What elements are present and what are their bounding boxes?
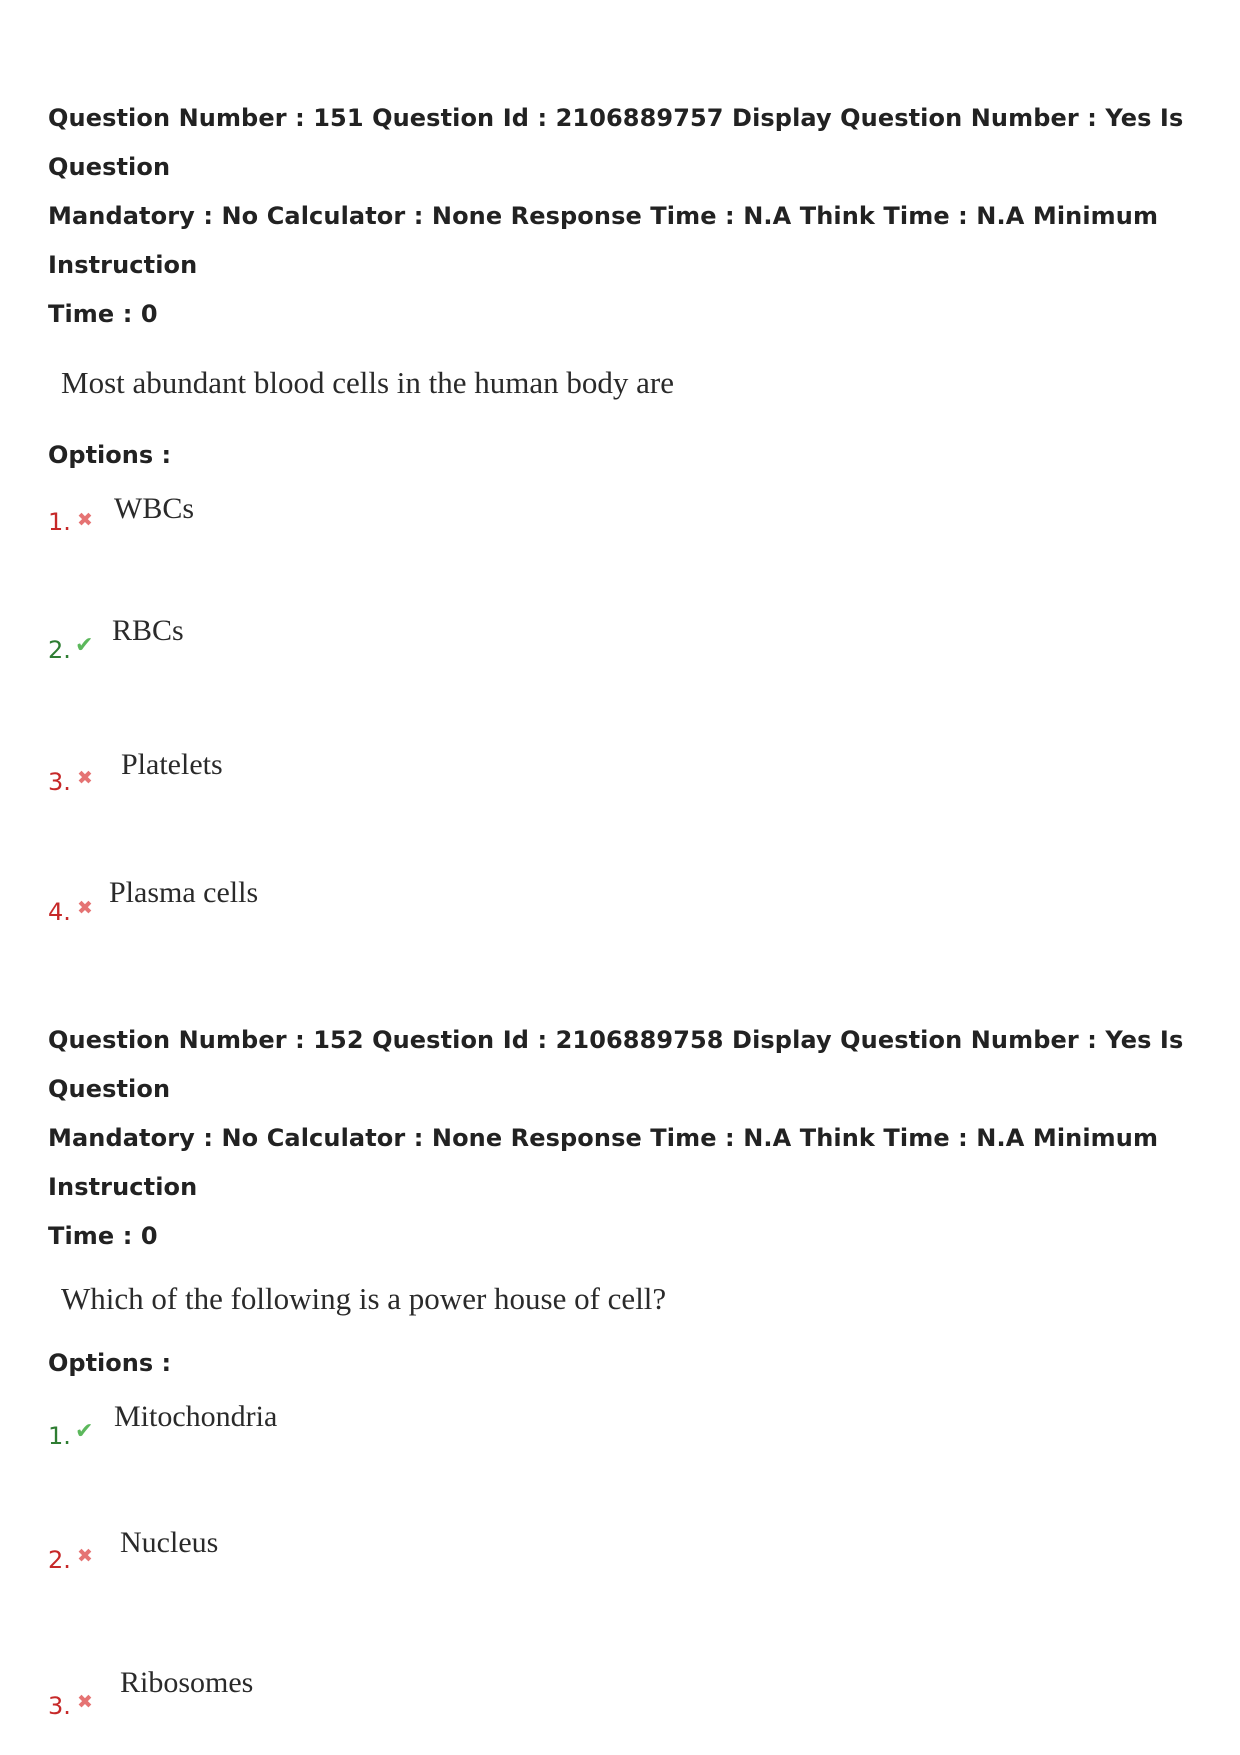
question-meta-line: Question Number : 152 Question Id : 2106889758 Display Question Number : Yes Is Question [48, 1026, 1184, 1103]
option-number: 1. [48, 508, 71, 536]
option-3 [48, 748, 1208, 879]
question-stem: Most abundant blood cells in the human body are [61, 365, 674, 400]
option-number: 2. [48, 636, 71, 664]
option-text: RBCs [112, 614, 184, 647]
question-151 [48, 94, 1208, 939]
option-1 [48, 489, 1208, 617]
option-2 [48, 1526, 1208, 1681]
option-2 [48, 614, 1208, 751]
option-3 [48, 1666, 1208, 1741]
question-meta-line: Time : 0 [48, 300, 158, 328]
option-4 [48, 876, 1208, 939]
question-meta-line: Time : 0 [48, 1222, 158, 1250]
option-1 [48, 1397, 1208, 1533]
option-text: Platelets [121, 748, 223, 781]
options-list [48, 489, 1208, 939]
option-number: 3. [48, 768, 71, 796]
option-text: WBCs [114, 492, 195, 525]
question-meta-line: Question Number : 151 Question Id : 2106889757 Display Question Number : Yes Is Question [48, 104, 1184, 181]
option-number: 4. [48, 898, 71, 926]
cross-mark-icon: ✖ [77, 1691, 93, 1713]
option-text: Plasma cells [109, 876, 259, 909]
option-number: 3. [48, 1692, 71, 1720]
check-mark-icon: ✔ [75, 633, 94, 658]
cross-mark-icon: ✖ [77, 767, 93, 789]
options-list [48, 1397, 1208, 1741]
question-152 [48, 1016, 1208, 1741]
question-meta-line: Mandatory : No Calculator : None Response Time : N.A Think Time : N.A Minimum Instruction [48, 1124, 1159, 1201]
question-meta-line: Mandatory : No Calculator : None Response Time : N.A Think Time : N.A Minimum Instruction [48, 202, 1159, 279]
cross-mark-icon: ✖ [77, 897, 93, 919]
option-text: Mitochondria [114, 1400, 278, 1433]
option-number: 1. [48, 1422, 71, 1450]
option-text: Ribosomes [120, 1666, 254, 1699]
cross-mark-icon: ✖ [77, 509, 93, 531]
options-label: Options : [48, 1349, 172, 1377]
question-stem: Which of the following is a power house of cell? [61, 1281, 667, 1316]
option-number: 2. [48, 1546, 71, 1574]
cross-mark-icon: ✖ [77, 1545, 93, 1567]
option-text: Nucleus [120, 1526, 219, 1559]
check-mark-icon: ✔ [75, 1419, 94, 1444]
options-label: Options : [48, 441, 172, 469]
